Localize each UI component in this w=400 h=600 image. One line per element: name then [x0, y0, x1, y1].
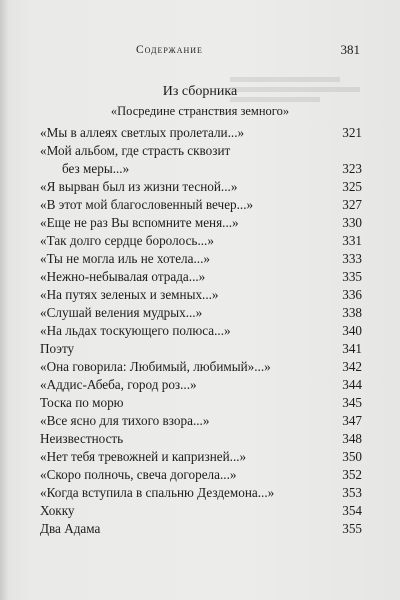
toc-entry-page: 342 [342, 359, 362, 374]
toc-entry-page: 340 [342, 323, 362, 338]
toc-entry [40, 484, 362, 502]
toc-entry-page: 352 [342, 467, 362, 482]
toc-entry-title: «Мы в аллеях светлых пролетали...» [40, 125, 245, 140]
toc-entry [40, 520, 362, 538]
toc-entry [40, 502, 362, 520]
toc-entry-title-continuation: без меры...» [62, 161, 130, 176]
toc-entry-page: 347 [342, 413, 362, 428]
toc-entry [40, 448, 362, 466]
toc-entry-title: «На путях зеленых и земных...» [40, 287, 219, 302]
running-head: Содержание [136, 44, 203, 56]
toc-entry [40, 322, 362, 340]
toc-entry-page: 341 [342, 341, 362, 356]
toc-entry [40, 268, 362, 286]
toc-entry-title: «Мой альбом, где страсть сквозит [40, 143, 231, 158]
toc-entry-page: 355 [342, 521, 362, 536]
toc-entry-page: 325 [342, 179, 362, 194]
toc-entry-page: 353 [342, 485, 362, 500]
section-title: Из сборника [162, 84, 238, 99]
toc-entry [40, 196, 362, 214]
toc-entry-page: 321 [342, 125, 362, 140]
toc-entry-page: 350 [342, 449, 362, 464]
toc-entry-page: 331 [342, 233, 362, 248]
toc-entry-title: Поэту [40, 341, 75, 356]
toc-entry-title: «Еще не раз Вы вспомните меня...» [40, 215, 239, 230]
toc-entry [40, 358, 362, 376]
toc-entry [40, 250, 362, 268]
toc-entry-title: «Я вырван был из жизни тесной...» [40, 179, 238, 194]
toc-entry-title: «Нет тебя тревожней и капризней...» [40, 449, 247, 464]
toc-entry [40, 376, 362, 394]
toc-entry [40, 124, 362, 142]
toc-entry-page: 330 [342, 215, 362, 230]
toc-entry-title: «Все ясно для тихого взора...» [40, 413, 210, 428]
toc-entry-page: 323 [342, 161, 362, 176]
page-number: 381 [340, 42, 360, 57]
toc-entry [40, 142, 362, 178]
toc-entry [40, 430, 362, 448]
toc-entry-title: «Нежно-небывалая отрада...» [40, 269, 206, 284]
toc-entry-title: «Ты не могла иль не хотела...» [40, 251, 210, 266]
toc-entry-title: Неизвестность [40, 431, 124, 446]
toc-entry-title: Два Адама [40, 521, 101, 536]
toc-entry-title: Тоска по морю [40, 395, 124, 410]
toc-entry-page: 345 [342, 395, 362, 410]
toc-entry-title: «Аддис-Абеба, город роз...» [40, 377, 197, 392]
toc-entry [40, 232, 362, 250]
toc-entry-title: «Скоро полночь, свеча догорела...» [40, 467, 237, 482]
toc-entry-page: 354 [342, 503, 362, 518]
table-of-contents [40, 124, 362, 538]
toc-entry [40, 340, 362, 358]
section-subtitle: «Посредине странствия земного» [110, 104, 290, 118]
toc-entry-title: «На льдах тоскующего полюса...» [40, 323, 231, 338]
toc-entry [40, 394, 362, 412]
toc-entry-title: «Слушай веления мудрых...» [40, 305, 203, 320]
toc-entry-page: 335 [342, 269, 362, 284]
toc-entry [40, 304, 362, 322]
toc-entry [40, 412, 362, 430]
toc-entry-title: «В этот мой благословенный вечер...» [40, 197, 254, 212]
toc-entry-page: 336 [342, 287, 362, 302]
toc-entry [40, 178, 362, 196]
toc-entry-page: 348 [342, 431, 362, 446]
toc-entry [40, 286, 362, 304]
toc-entry-title: Хокку [40, 503, 75, 518]
toc-entry-title: «Так долго сердце боролось...» [40, 233, 214, 248]
toc-entry-page: 344 [342, 377, 362, 392]
toc-entry-page: 327 [342, 197, 362, 212]
toc-entry-page: 338 [342, 305, 362, 320]
toc-entry [40, 214, 362, 232]
toc-entry-title: «Когда вступила в спальню Дездемона...» [40, 485, 275, 500]
toc-entry-title: «Она говорила: Любимый, любимый»...» [40, 359, 271, 374]
toc-entry-page: 333 [342, 251, 362, 266]
toc-entry [40, 466, 362, 484]
